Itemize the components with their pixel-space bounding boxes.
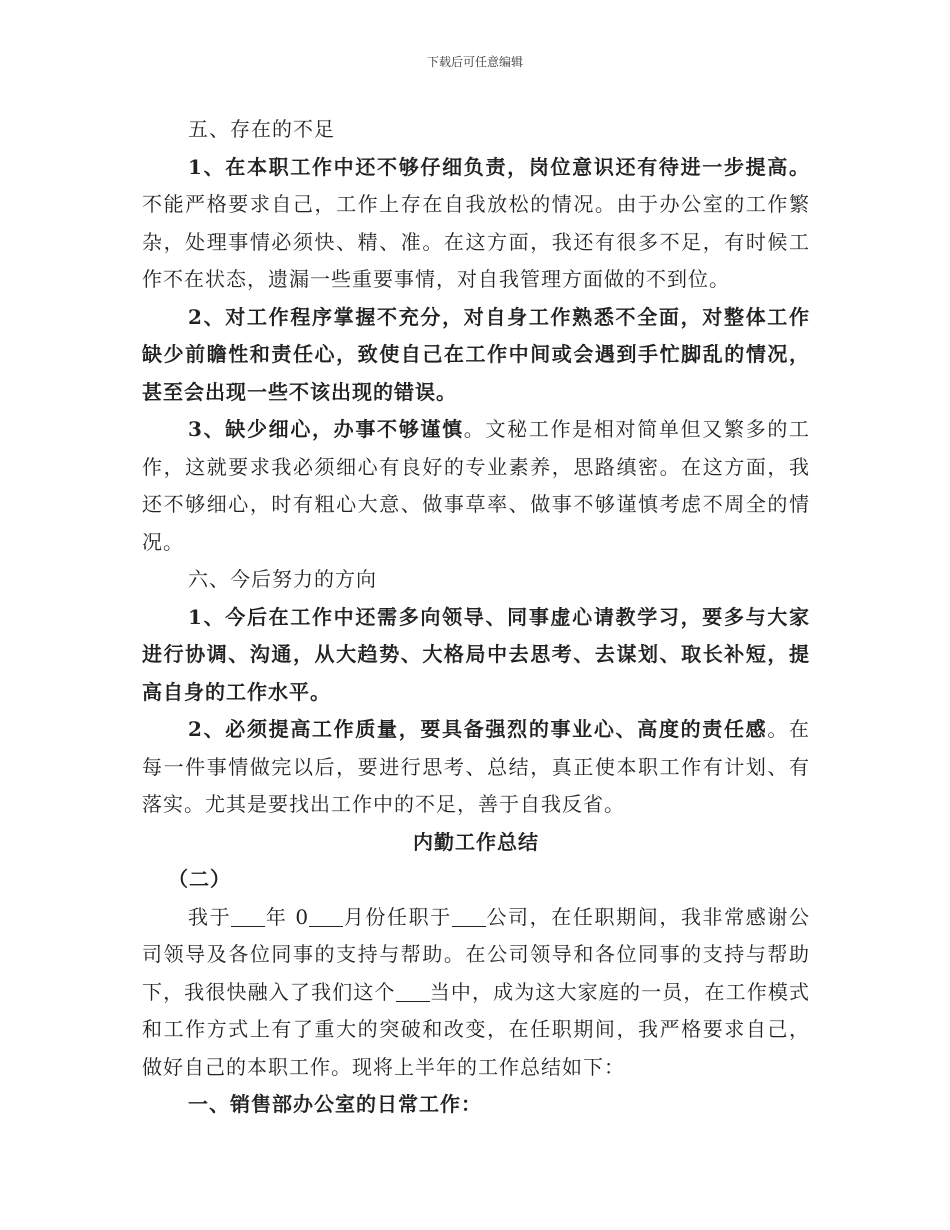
blank-month [309,906,343,927]
intro-text-b: 年 0 [265,904,310,929]
blank-year [231,906,265,927]
section-6-item-2-body: 。在每一件事情做完以后，要进行思考、总结，真正使本职工作有计划、有落实。尤其是要找出工作中的不足，善于自我反省。 [142,717,810,816]
section-5-item-2: 2、对工作程序掌握不充分，对自身工作熟悉不全面，对整体工作缺少前瞻性和责任心，致使自己在工作中间或会遇到手忙脚乱的情况，甚至会出现一些不该出现的错误。 [142,304,810,404]
section-5-item-3-lead: 3、缺少细心，办事不够谨慎 [188,417,464,441]
blank-team [396,981,430,1002]
section-5-item-3-body: 。文秘工作是相对简单但又繁多的工作，这就要求我必须细心有良好的专业素养，思路缜密。在这方面，我还不够细心，时有粗心大意、做事草率、做事不够谨慎考虑不周全的情况。 [142,417,811,554]
intro-text-d: 公司，在任职期间，我非常感谢公司领导及各位同事的支持与帮助。在公司领导和各位同事的支持与帮助下，我很快融入了我们这个 [142,904,811,1004]
intro-text-e: 当中，成为这大家庭的一员，在工作模式和工作方式上有了重大的突破和改变，在任职期间，我严格要求自己，做好自己的本职工作。现将上半年的工作总结如下： [142,979,811,1079]
part-2-intro [142,899,810,1087]
section-6-item-2 [142,711,810,824]
part-2-heading-1: 一、销售部办公室的日常工作： [188,1092,482,1116]
section-6-title: 六、今后努力的方向 [188,567,377,591]
section-6-item-1: 1、今后在工作中还需多向领导、同事虚心请教学习，要多与大家进行协调、沟通，从大趋势、大格局中去思考、去谋划、取长补短，提高自身的工作水平。 [142,604,810,704]
part-2-subtitle: （二） [168,867,231,891]
section-5-item-3 [142,411,810,561]
blank-company [452,906,486,927]
section-5-item-1-body: 不能严格要求自己，工作上存在自我放松的情况。由于办公室的工作繁杂，处理事情必须快、精、准。在这方面，我还有很多不足，有时候工作不在状态，遗漏一些重要事情，对自我管理方面做的不到位。 [142,192,810,291]
document-body [142,111,810,1124]
section-5-item-1 [142,149,810,299]
intro-text-c: 月份任职于 [343,904,452,929]
intro-text-a: 我于 [188,904,232,929]
section-5-title: 五、存在的不足 [188,117,335,141]
page-header: 下载后可任意编辑 [426,55,523,69]
section-6-item-2-lead: 2、必须提高工作质量，要具备强烈的事业心、高度的责任感 [188,717,768,741]
part-2-title: 内勤工作总结 [413,829,539,854]
section-5-item-1-lead: 1、在本职工作中还不够仔细负责，岗位意识还有待进一步提高。 [188,154,810,179]
